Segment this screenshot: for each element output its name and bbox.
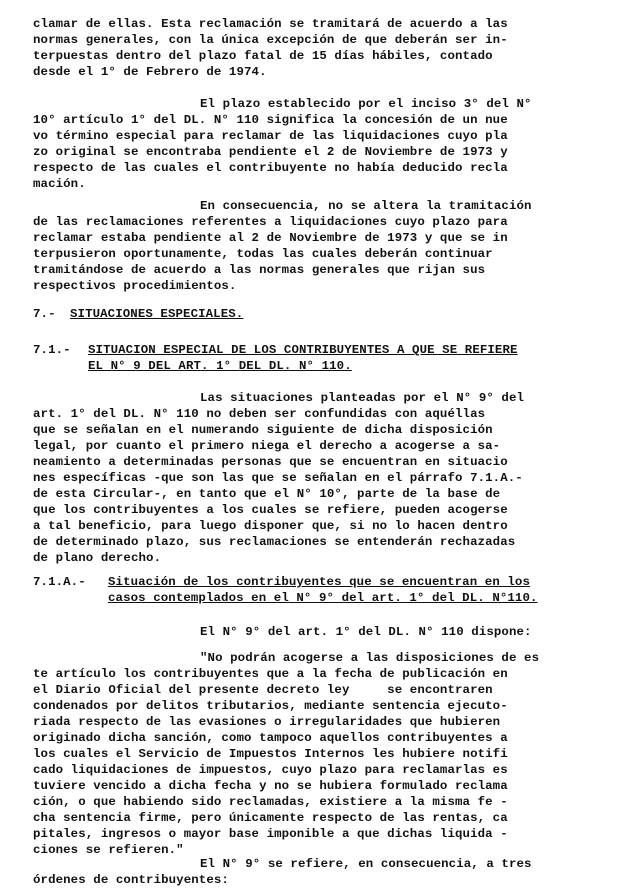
text-line: vo término especial para reclamar de las liquidaciones cuyo pla	[33, 129, 508, 143]
quote-line: originado dicha sanción, como tampoco aquellos contribuyentes a	[33, 731, 508, 745]
text-line: a tal beneficio, para luego disponer que, si no lo hacen dentro	[33, 519, 508, 533]
text-line: que se señalan en el numerando siguiente de dicha disposición	[33, 423, 493, 437]
section-heading: SITUACION ESPECIAL DE LOS CONTRIBUYENTES A QUE SE REFIERE	[88, 343, 518, 357]
section-heading: Situación de los contribuyentes que se encuentran en los	[108, 575, 530, 589]
quote-line: el Diario Oficial del presente decreto ley se encontraren	[33, 683, 493, 697]
text-line: El N° 9° del art. 1° del DL. N° 110 dispone:	[200, 625, 532, 639]
text-line: El N° 9° se refiere, en consecuencia, a tres	[200, 857, 532, 871]
text-line: respectivos procedimientos.	[33, 279, 237, 293]
text-line: de plano derecho.	[33, 551, 162, 565]
quote-line: cado liquidaciones de impuestos, cuyo plazo para reclamarlas es	[33, 763, 508, 777]
text-line: En consecuencia, no se altera la tramitación	[200, 199, 532, 213]
text-line: legal, por cuanto el primero niega el derecho a acogerse a sa-	[33, 439, 501, 453]
text-line: que los contribuyentes a los cuales se refiere, pueden acogerse	[33, 503, 508, 517]
text-line: El plazo establecido por el inciso 3° del N°	[200, 97, 532, 111]
text-line: zo original se encontraba pendiente el 2 de Noviembre de 1973 y	[33, 145, 508, 159]
text-line: terpuestas dentro del plazo fatal de 15 días hábiles, contado	[33, 49, 493, 63]
quote-line: condenados por delitos tributarios, mediante sentencia ejecuto-	[33, 699, 508, 713]
quote-line: te artículo los contribuyentes que a la fecha de publicación en	[33, 667, 508, 681]
text-line: desde el 1° de Febrero de 1974.	[33, 65, 267, 79]
text-line: de las reclamaciones referentes a liquidaciones cuyo plazo para	[33, 215, 508, 229]
text-line: terpusieron oportunamente, todas las cuales deberán continuar	[33, 247, 493, 261]
text-line: 10° artículo 1° del DL. N° 110 significa la concesión de un nue	[33, 113, 508, 127]
text-line: nes específicas -que son las que se señalan en el párrafo 7.1.A.-	[33, 471, 523, 485]
quote-line: tuviere vencido a dicha fecha y no se hubiera formulado reclama	[33, 779, 508, 793]
text-line: de determinado plazo, sus reclamaciones se entenderán rechazadas	[33, 535, 516, 549]
quote-line: ción, o que habiendo sido reclamadas, existiere a la misma fe -	[33, 795, 508, 809]
quote-line: cha sentencia firme, pero únicamente respecto de las rentas, ca	[33, 811, 508, 825]
section-heading: SITUACIONES ESPECIALES.	[70, 307, 244, 321]
section-heading: EL N° 9 DEL ART. 1° DEL DL. N° 110.	[88, 359, 352, 373]
quote-line: pitales, ingresos o mayor base imponible a que dichas liquida -	[33, 827, 508, 841]
text-line: tramitándose de acuerdo a las normas generales que rijan sus	[33, 263, 486, 277]
quote-line: ciones se refieren."	[33, 843, 184, 857]
text-line: de esta Circular-, en tanto que el N° 10°, parte de la base de	[33, 487, 501, 501]
text-line: Las situaciones planteadas por el N° 9° del	[200, 391, 525, 405]
section-number: 7.1.A.-	[33, 575, 86, 589]
section-heading: casos contemplados en el N° 9° del art. 1° del DL. N°110.	[108, 591, 538, 605]
text-line: reclamar estaba pendiente al 2 de Noviembre de 1973 y que se in	[33, 231, 508, 245]
text-line: clamar de ellas. Esta reclamación se tramitará de acuerdo a las	[33, 17, 508, 31]
text-line: mación.	[33, 177, 86, 191]
text-line: art. 1° del DL. N° 110 no deben ser confundidas con aquéllas	[33, 407, 486, 421]
text-line: órdenes de contribuyentes:	[33, 873, 229, 887]
text-line: normas generales, con la única excepción de que deberán ser in-	[33, 33, 508, 47]
quote-line: "No podrán acogerse a las disposiciones de es	[200, 651, 540, 665]
section-number: 7.-	[33, 307, 56, 321]
section-number: 7.1.-	[33, 343, 71, 357]
quote-line: los cuales el Servicio de Impuestos Internos les hubiere notifi	[33, 747, 508, 761]
text-line: neamiento a determinadas personas que se encuentran en situacio	[33, 455, 508, 469]
quote-line: riada respecto de las evasiones o irregularidades que hubieren	[33, 715, 501, 729]
text-line: respecto de las cuales el contribuyente no había deducido recla	[33, 161, 508, 175]
